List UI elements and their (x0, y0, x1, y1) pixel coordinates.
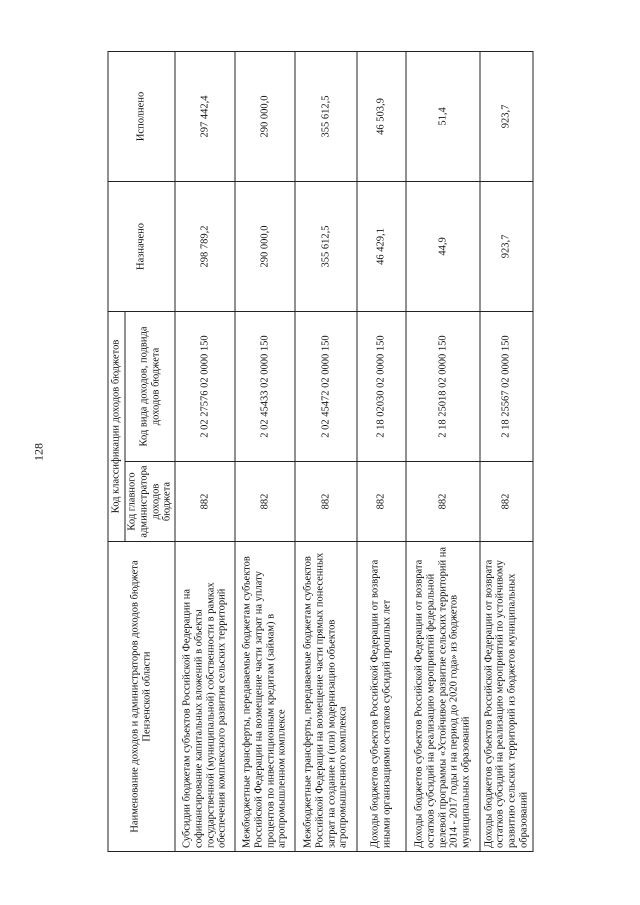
assigned-amount: 290 000,0 (235, 181, 295, 311)
header-assigned: Назначено (108, 181, 175, 311)
table-row (295, 51, 357, 851)
revenue-name: Субсидии бюджетам субъектов Российской Федерации на софинансирование капитальных вложений в объекты государственной (муниципальной) собственности в рамках обеспечения комплексного развития сельских территорий (175, 542, 235, 852)
table-row (357, 51, 406, 851)
executed-amount: 297 442,4 (175, 51, 235, 181)
header-executed: Исполнено (108, 51, 175, 181)
admin-code: 882 (406, 462, 480, 542)
admin-code: 882 (357, 462, 406, 542)
executed-amount: 290 000,0 (235, 51, 295, 181)
assigned-amount: 44,9 (406, 181, 480, 311)
admin-code: 882 (175, 462, 235, 542)
type-code: 2 02 45433 02 0000 150 (235, 311, 295, 461)
table-row (175, 51, 235, 851)
executed-amount: 923,7 (480, 51, 533, 181)
type-code: 2 18 25567 02 0000 150 (480, 311, 533, 461)
type-code: 2 18 25018 02 0000 150 (406, 311, 480, 461)
executed-amount: 51,4 (406, 51, 480, 181)
revenue-name: Межбюджетные трансферты, передаваемые бюджетам субъектов Российской Федерации на возмещение части затрат на уплату процентов по инвестиционным кредитам (займам) в агропромышленном комплексе (235, 542, 295, 852)
revenue-name: Доходы бюджетов субъектов Российской Федерации от возврата остатков субсидий на реализацию мероприятий федеральной целевой программы «Устойчивое развитие сельских территорий на 2014 - 2017 годы и на период до 2020 года» из бюджетов муниципальных образований (406, 542, 480, 852)
header-admin-code: Код главного администратора доходов бюджета (125, 462, 175, 542)
table-row (235, 51, 295, 851)
assigned-amount: 923,7 (480, 181, 533, 311)
type-code: 2 18 02030 02 0000 150 (357, 311, 406, 461)
header-type-code: Код вида доходов, подвида доходов бюджета (125, 311, 175, 461)
type-code: 2 02 45472 02 0000 150 (295, 311, 357, 461)
type-code: 2 02 27576 02 0000 150 (175, 311, 235, 461)
revenue-name: Межбюджетные трансферты, передаваемые бюджетам субъектов Российской Федерации на возмещение части прямых понесенных затрат на создание и (или) модернизацию объектов агропромышленного комплекса (295, 542, 357, 852)
header-name: Наименование доходов и администраторов доходов бюджета Пензенской области (108, 542, 175, 852)
admin-code: 882 (235, 462, 295, 542)
rotated-page-content (108, 52, 533, 852)
executed-amount: 355 612,5 (295, 51, 357, 181)
assigned-amount: 46 429,1 (357, 181, 406, 311)
assigned-amount: 355 612,5 (295, 181, 357, 311)
executed-amount: 46 503,9 (357, 51, 406, 181)
admin-code: 882 (480, 462, 533, 542)
page-number: 128 (31, 443, 46, 461)
admin-code: 882 (295, 462, 357, 542)
revenue-name: Доходы бюджетов субъектов Российской Федерации от возврата иными организациями остатков субсидий прошлых лет (357, 542, 406, 852)
header-classification: Код классификации доходов бюджетов (108, 311, 125, 541)
table-row (480, 51, 533, 851)
table-row (406, 51, 480, 851)
revenue-name: Доходы бюджетов субъектов Российской Федерации от возврата остатков субсидий на реализацию мероприятий по устойчивому развитию сельских территорий из бюджетов муниципальных образований (480, 542, 533, 852)
budget-revenue-table (108, 51, 534, 852)
assigned-amount: 298 789,2 (175, 181, 235, 311)
